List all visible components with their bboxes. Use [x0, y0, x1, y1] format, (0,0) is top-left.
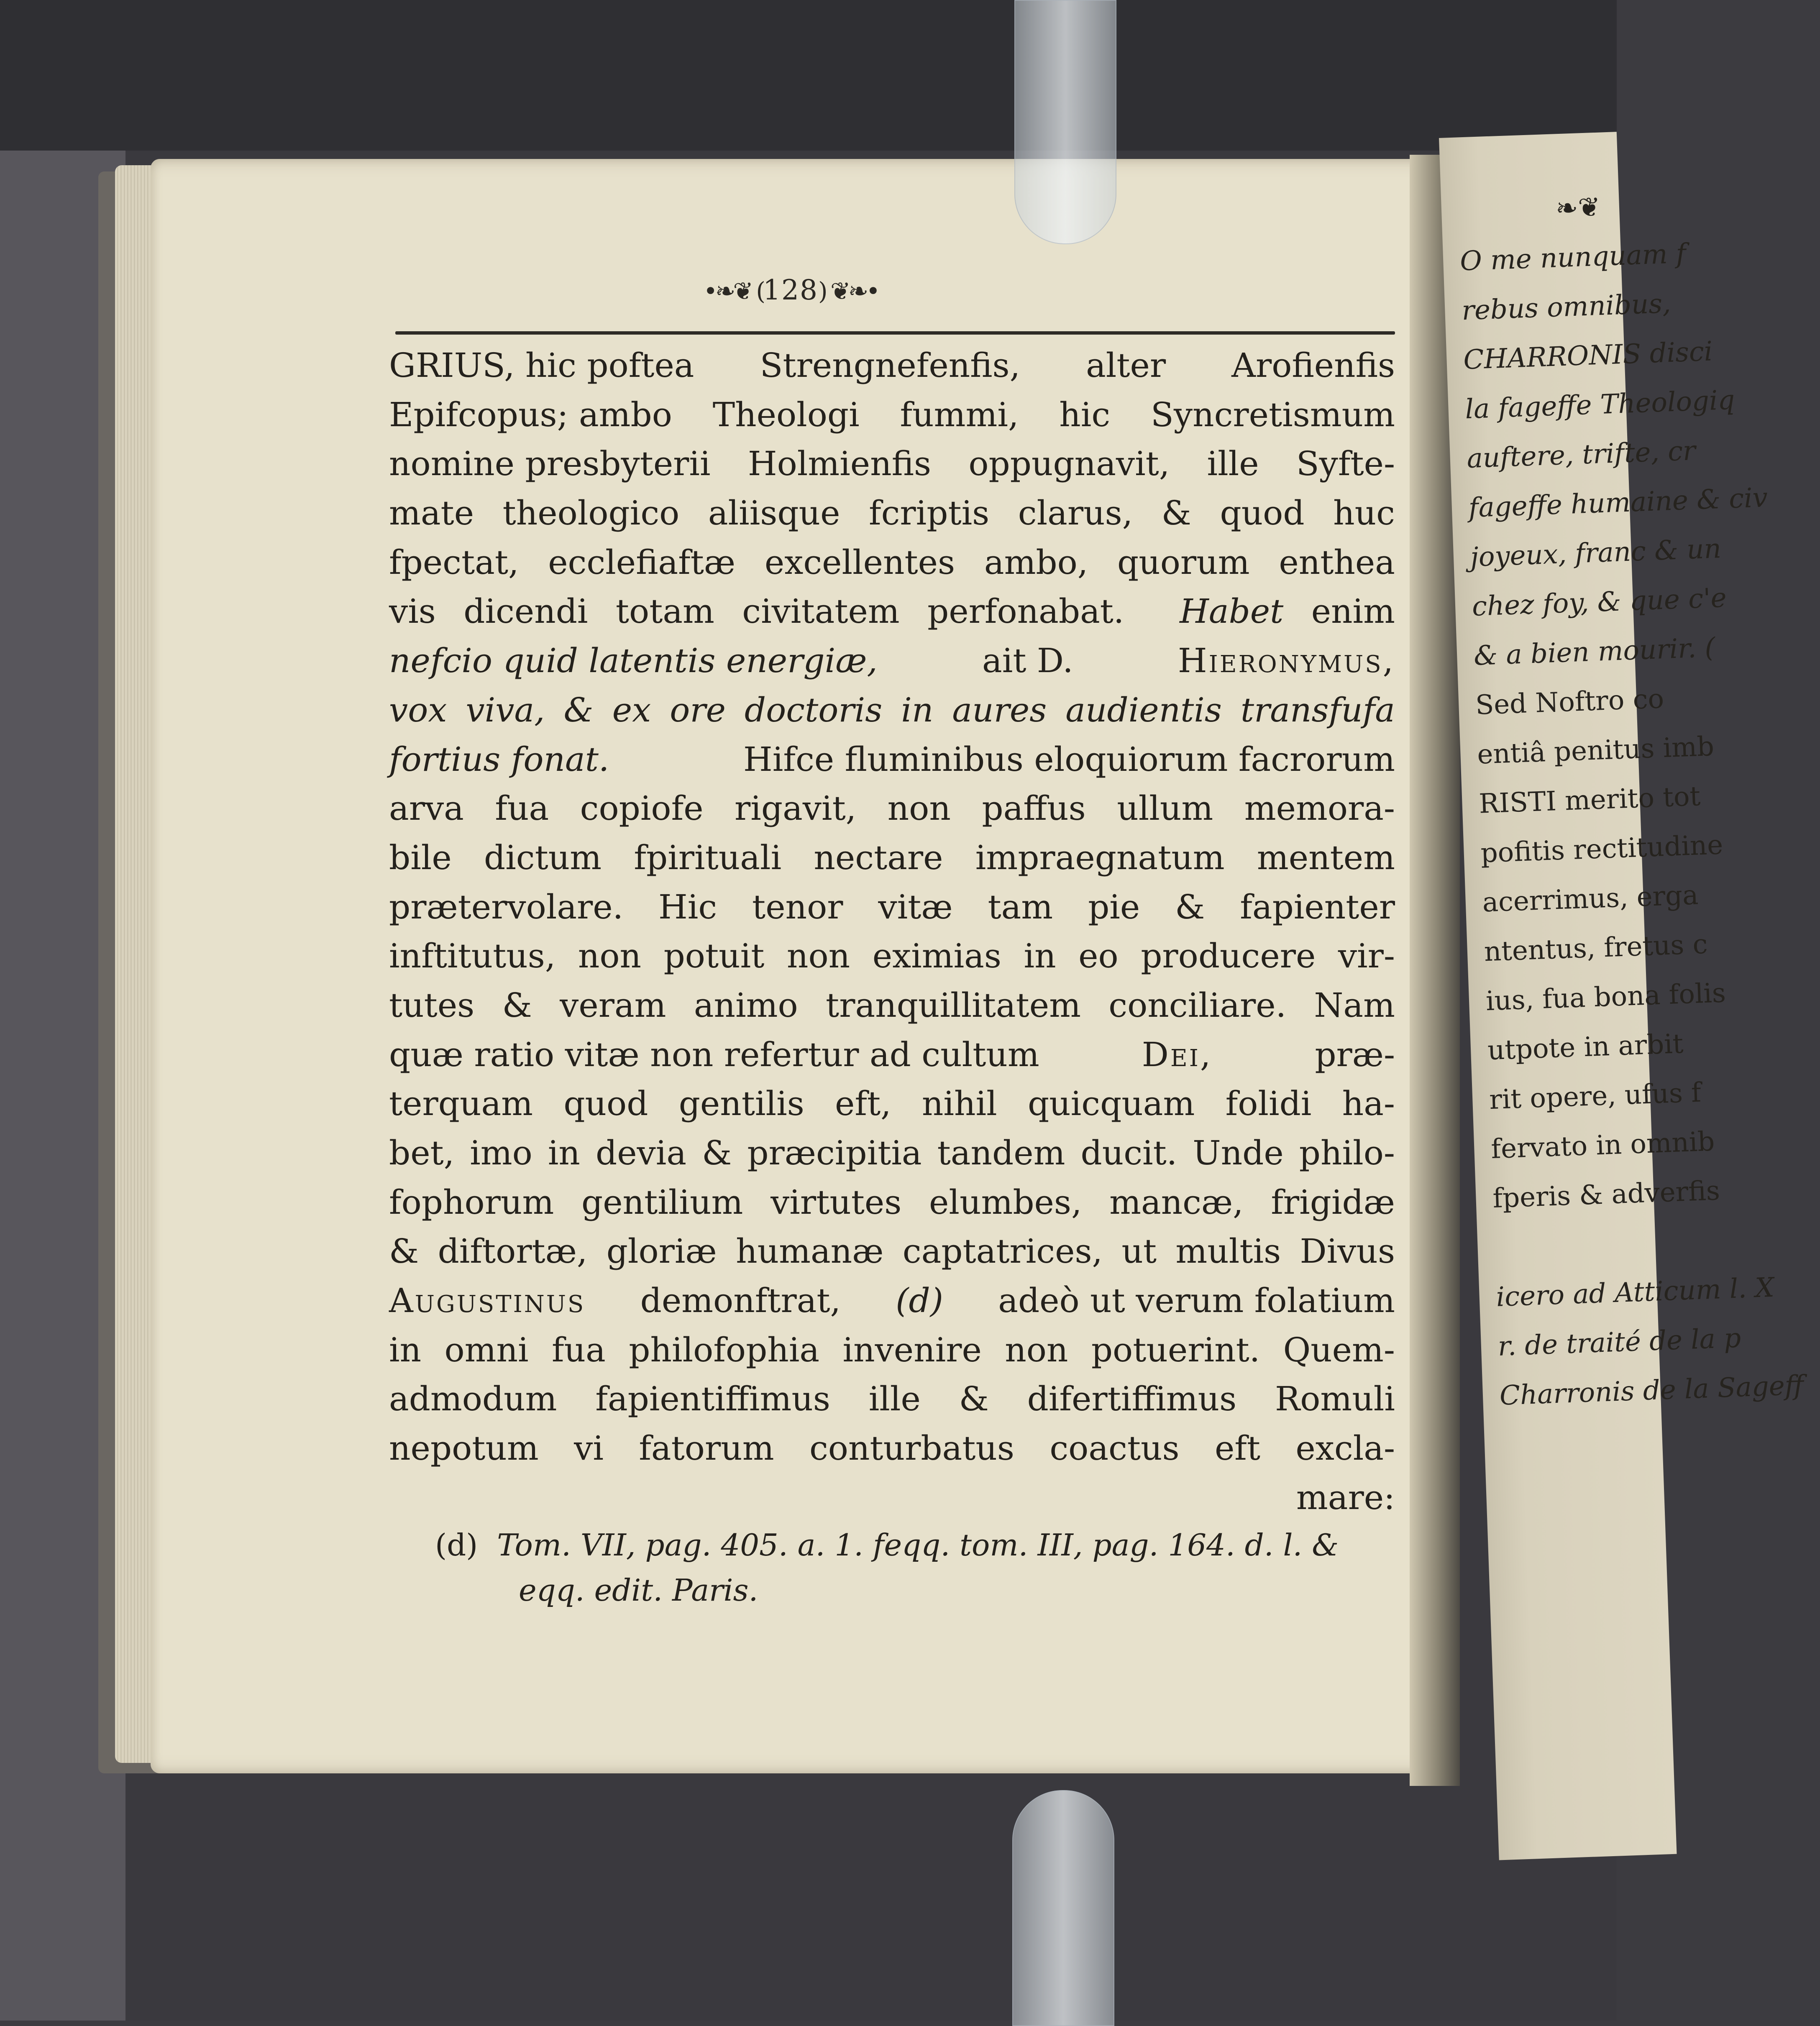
word: bet,: [389, 1133, 455, 1172]
text-line: [389, 587, 1395, 636]
text-line: [389, 1325, 1395, 1375]
word: quorum: [1117, 542, 1250, 582]
word: humanæ: [736, 1232, 884, 1271]
word: demonftrat,: [640, 1281, 841, 1320]
phrase: Hifce fluminibus eloquiorum facrorum: [743, 739, 1395, 779]
word: &: [502, 985, 532, 1025]
word: non: [786, 936, 850, 976]
word: mentem: [1257, 838, 1395, 877]
right-page-line: acerrimus, erga: [1482, 880, 1699, 918]
word: inftitutus,: [389, 936, 556, 976]
text-line: [389, 1079, 1395, 1128]
author-name: Augustinus: [389, 1281, 586, 1320]
text-line: [389, 1276, 1395, 1325]
word: ha-: [1342, 1084, 1395, 1123]
word: ecclefiaftæ: [548, 542, 736, 582]
word: conciliare.: [1108, 985, 1287, 1025]
text-line: [389, 1227, 1395, 1276]
right-page-line: utpote in arbit: [1487, 1028, 1684, 1067]
word: Romuli: [1275, 1379, 1395, 1419]
word: enim: [1311, 592, 1395, 631]
word: bile: [389, 838, 452, 877]
word: Nam: [1314, 985, 1395, 1025]
italic-quote: nefcio quid latentis energiæ,: [389, 641, 878, 680]
word: pie: [1088, 887, 1140, 926]
italic-quote: fortius fonat.: [389, 739, 609, 779]
italic-word: Habet: [1180, 592, 1284, 631]
word: Theologi: [712, 395, 860, 434]
word: veram: [560, 985, 666, 1025]
word: folidi: [1225, 1084, 1312, 1123]
word: enthea: [1279, 542, 1395, 582]
phrase: quæ ratio vitæ non refertur ad cultum: [389, 1035, 1039, 1074]
word: Arofienfis: [1231, 346, 1395, 385]
word: theologico: [502, 494, 680, 533]
right-page-line: [1494, 1218, 1654, 1273]
word: invenire: [842, 1330, 982, 1369]
word: fua: [552, 1330, 606, 1369]
word: devia: [596, 1133, 687, 1172]
word: tranquillitatem: [826, 985, 1081, 1025]
word: Epifcopus; ambo: [389, 395, 672, 434]
text-line: [389, 1030, 1395, 1080]
word: potuerint.: [1091, 1330, 1260, 1369]
word: vir-: [1338, 936, 1395, 976]
word: totam: [615, 592, 714, 631]
right-ornament: ❧❦: [1555, 192, 1601, 225]
author-name: Hieronymus,: [1177, 641, 1395, 680]
word: &: [702, 1133, 732, 1172]
word: &: [389, 1232, 419, 1271]
word: perfonabat.: [927, 592, 1124, 631]
footnote: [435, 1522, 1397, 1613]
word: captatrices,: [902, 1232, 1103, 1271]
word: fcriptis: [868, 494, 990, 533]
word: paffus: [982, 789, 1086, 828]
word: diftortæ,: [438, 1232, 588, 1271]
page-holder-clip-bottom: [1012, 1790, 1114, 2026]
page-holder-clip-top: [1014, 0, 1116, 244]
word: gloriæ: [606, 1232, 717, 1271]
word: imo: [470, 1133, 532, 1172]
word: nihil: [922, 1084, 997, 1123]
right-page-line: icero ad Atticum l. X: [1495, 1272, 1775, 1313]
word: excellentes: [764, 542, 955, 582]
word: admodum: [389, 1379, 557, 1419]
word: omni: [444, 1330, 529, 1369]
word: in: [1024, 936, 1056, 976]
word: dicendi: [463, 592, 588, 631]
text-line: [389, 686, 1395, 735]
word: nectare: [814, 838, 943, 877]
word: Holmienfis: [747, 444, 932, 483]
word: civitatem: [742, 592, 900, 631]
text-line: [389, 439, 1395, 489]
divine-name: Dei,: [1142, 1035, 1213, 1074]
word: &: [959, 1379, 989, 1419]
word: Unde: [1193, 1133, 1284, 1172]
word: conturbatus: [809, 1429, 1014, 1468]
right-page-line: O me nunquam f: [1459, 238, 1687, 277]
word: fummi,: [900, 395, 1019, 434]
word: clarus,: [1018, 494, 1133, 533]
text-line: [389, 341, 1395, 390]
word: tenor: [752, 887, 843, 926]
right-page-line: ius, fua bona folis: [1485, 977, 1726, 1017]
right-page-line: chez foy, & que c'e: [1471, 582, 1727, 622]
footnote-text: Tom. VII, pag. 405. a. 1. feqq. tom. III, pag. 164. d. l. &: [497, 1527, 1339, 1563]
word: alter: [1086, 346, 1166, 385]
right-page-line: Charronis de la Sageff: [1499, 1370, 1805, 1412]
word: ut: [1121, 1232, 1157, 1271]
word: philofophia: [629, 1330, 820, 1369]
word: non: [1005, 1330, 1068, 1369]
page-number: 128: [763, 274, 818, 306]
right-page-line: rebus omnibus,: [1461, 288, 1672, 327]
text-line: [389, 981, 1395, 1030]
right-page-line: RISTI merito tot: [1478, 781, 1701, 820]
word: Hic: [658, 887, 717, 926]
word: nomine presbyterii: [389, 444, 711, 483]
word: difertiffimus: [1027, 1379, 1237, 1419]
right-page-line: pofitis rectitudine: [1480, 829, 1724, 869]
word: excla-: [1295, 1429, 1395, 1468]
word: non: [578, 936, 642, 976]
right-page-line: CHARRONIS disci: [1463, 336, 1713, 376]
word: producere: [1141, 936, 1316, 976]
word: virtutes: [770, 1182, 902, 1222]
text-line: [389, 1178, 1395, 1227]
body-text: [389, 341, 1395, 1522]
word: philo-: [1299, 1133, 1395, 1172]
word: ille: [1207, 444, 1259, 483]
word: prætervolare.: [389, 887, 624, 926]
word: elumbes,: [929, 1182, 1082, 1222]
word: in: [389, 1330, 422, 1369]
word: fpirituali: [634, 838, 782, 877]
word: Divus: [1300, 1232, 1395, 1271]
right-page-line: auftere, trifte, cr: [1466, 435, 1696, 475]
word: eft: [1214, 1429, 1261, 1468]
word: dictum: [484, 838, 602, 877]
right-page-line: entiâ penitus imb: [1477, 731, 1715, 770]
word: ille: [868, 1379, 921, 1419]
word: non: [887, 789, 951, 828]
right-page-line: joyeux, franc & un: [1469, 533, 1722, 573]
text-line: [389, 538, 1395, 587]
word: arva: [389, 789, 464, 828]
word: coactus: [1050, 1429, 1180, 1468]
word: gentilis: [678, 1084, 804, 1123]
word: copiofe: [580, 789, 704, 828]
word: fatorum: [639, 1429, 774, 1468]
word: Strengnefenfis,: [760, 346, 1021, 385]
word: terquam: [389, 1084, 533, 1123]
right-page-line: Sed Noftro co: [1475, 683, 1665, 721]
word: gentilium: [581, 1182, 743, 1222]
right-page-line: ntentus, fretus c: [1483, 929, 1708, 968]
word: Quem-: [1283, 1330, 1395, 1369]
word: vi: [574, 1429, 604, 1468]
text-line: [389, 1424, 1395, 1473]
word: tam: [988, 887, 1053, 926]
right-page-line: la fageffe Theologiq: [1464, 384, 1736, 425]
right-page-line: fperis & adverfis: [1492, 1175, 1720, 1215]
right-page-line: r. de traité de la p: [1497, 1323, 1742, 1362]
text-line: [389, 784, 1395, 833]
word: tandem: [937, 1133, 1065, 1172]
word: ullum: [1117, 789, 1213, 828]
background-top: [0, 0, 1617, 151]
right-page-fragment: [1439, 132, 1805, 1860]
header-ornament-left: •❧❦ (: [703, 277, 763, 305]
word: impraegnatum: [975, 838, 1225, 877]
word: nepotum: [389, 1429, 539, 1468]
footnote-line: eqq. edit. Paris.: [519, 1573, 758, 1608]
header-rule: [395, 331, 1395, 335]
word: frigidæ: [1271, 1182, 1395, 1222]
word: fpectat,: [389, 542, 519, 582]
word: ambo,: [984, 542, 1088, 582]
word: quod: [1220, 494, 1305, 533]
word: præcipitia: [747, 1133, 922, 1172]
word: rigavit,: [735, 789, 857, 828]
right-page-text: [1457, 182, 1805, 1420]
word: eximias: [872, 936, 1001, 976]
catchword-line: [389, 1473, 1395, 1522]
word: aliisque: [708, 494, 840, 533]
footnote-line: [435, 1522, 1397, 1568]
word: quod: [563, 1084, 648, 1123]
text-line: [389, 833, 1395, 883]
word: eo: [1078, 936, 1119, 976]
word: ducit.: [1080, 1133, 1177, 1172]
word: fua: [495, 789, 549, 828]
text-line: [389, 1374, 1395, 1424]
word: huc: [1333, 494, 1395, 533]
text-line: [389, 1128, 1395, 1178]
italic-quote: vox viva, & ex ore doctoris in aures audientis transfufa: [389, 690, 1395, 729]
word: eft,: [835, 1084, 891, 1123]
header-ornament-right: ) ❦❧•: [818, 277, 878, 305]
word: Syfte-: [1296, 444, 1395, 483]
word: hic: [1059, 395, 1111, 434]
word: mancæ,: [1109, 1182, 1244, 1222]
word: tutes: [389, 985, 475, 1025]
word: fophorum: [389, 1182, 554, 1222]
catchword: mare:: [1296, 1478, 1395, 1517]
word: &: [1175, 887, 1205, 926]
word: fapienter: [1240, 887, 1395, 926]
right-page-line: & a bien mourir. (: [1473, 632, 1716, 672]
word: quicquam: [1027, 1084, 1195, 1123]
footnote-mark: (d): [435, 1527, 478, 1563]
word: in: [548, 1133, 580, 1172]
word: oppugnavit,: [968, 444, 1170, 483]
text-line: [389, 390, 1395, 440]
right-page-line: fageffe humaine & civ: [1468, 482, 1769, 524]
word: vis: [389, 592, 436, 631]
word: memora-: [1244, 789, 1395, 828]
word: fapientiffimus: [595, 1379, 830, 1419]
right-page-line: fervato in omnib: [1490, 1126, 1715, 1165]
text-line: [389, 931, 1395, 981]
right-page-line: rit opere, ufus f: [1489, 1077, 1702, 1116]
text-line: [389, 883, 1395, 932]
word: ait D.: [982, 641, 1073, 680]
text-line: [389, 489, 1395, 538]
page-header: [393, 274, 1188, 306]
word: potuit: [663, 936, 765, 976]
text-line: [389, 636, 1395, 686]
word: GRIUS, hic poftea: [389, 346, 694, 385]
footnote-reference: (d): [896, 1281, 943, 1320]
word: vitæ: [878, 887, 953, 926]
word: multis: [1175, 1232, 1281, 1271]
word: animo: [694, 985, 798, 1025]
word: præ-: [1315, 1035, 1395, 1074]
word: &: [1161, 494, 1191, 533]
word: Syncretismum: [1151, 395, 1395, 434]
text-line: [389, 735, 1395, 784]
word: mate: [389, 494, 474, 533]
phrase: adeò ut verum folatium: [998, 1281, 1395, 1320]
